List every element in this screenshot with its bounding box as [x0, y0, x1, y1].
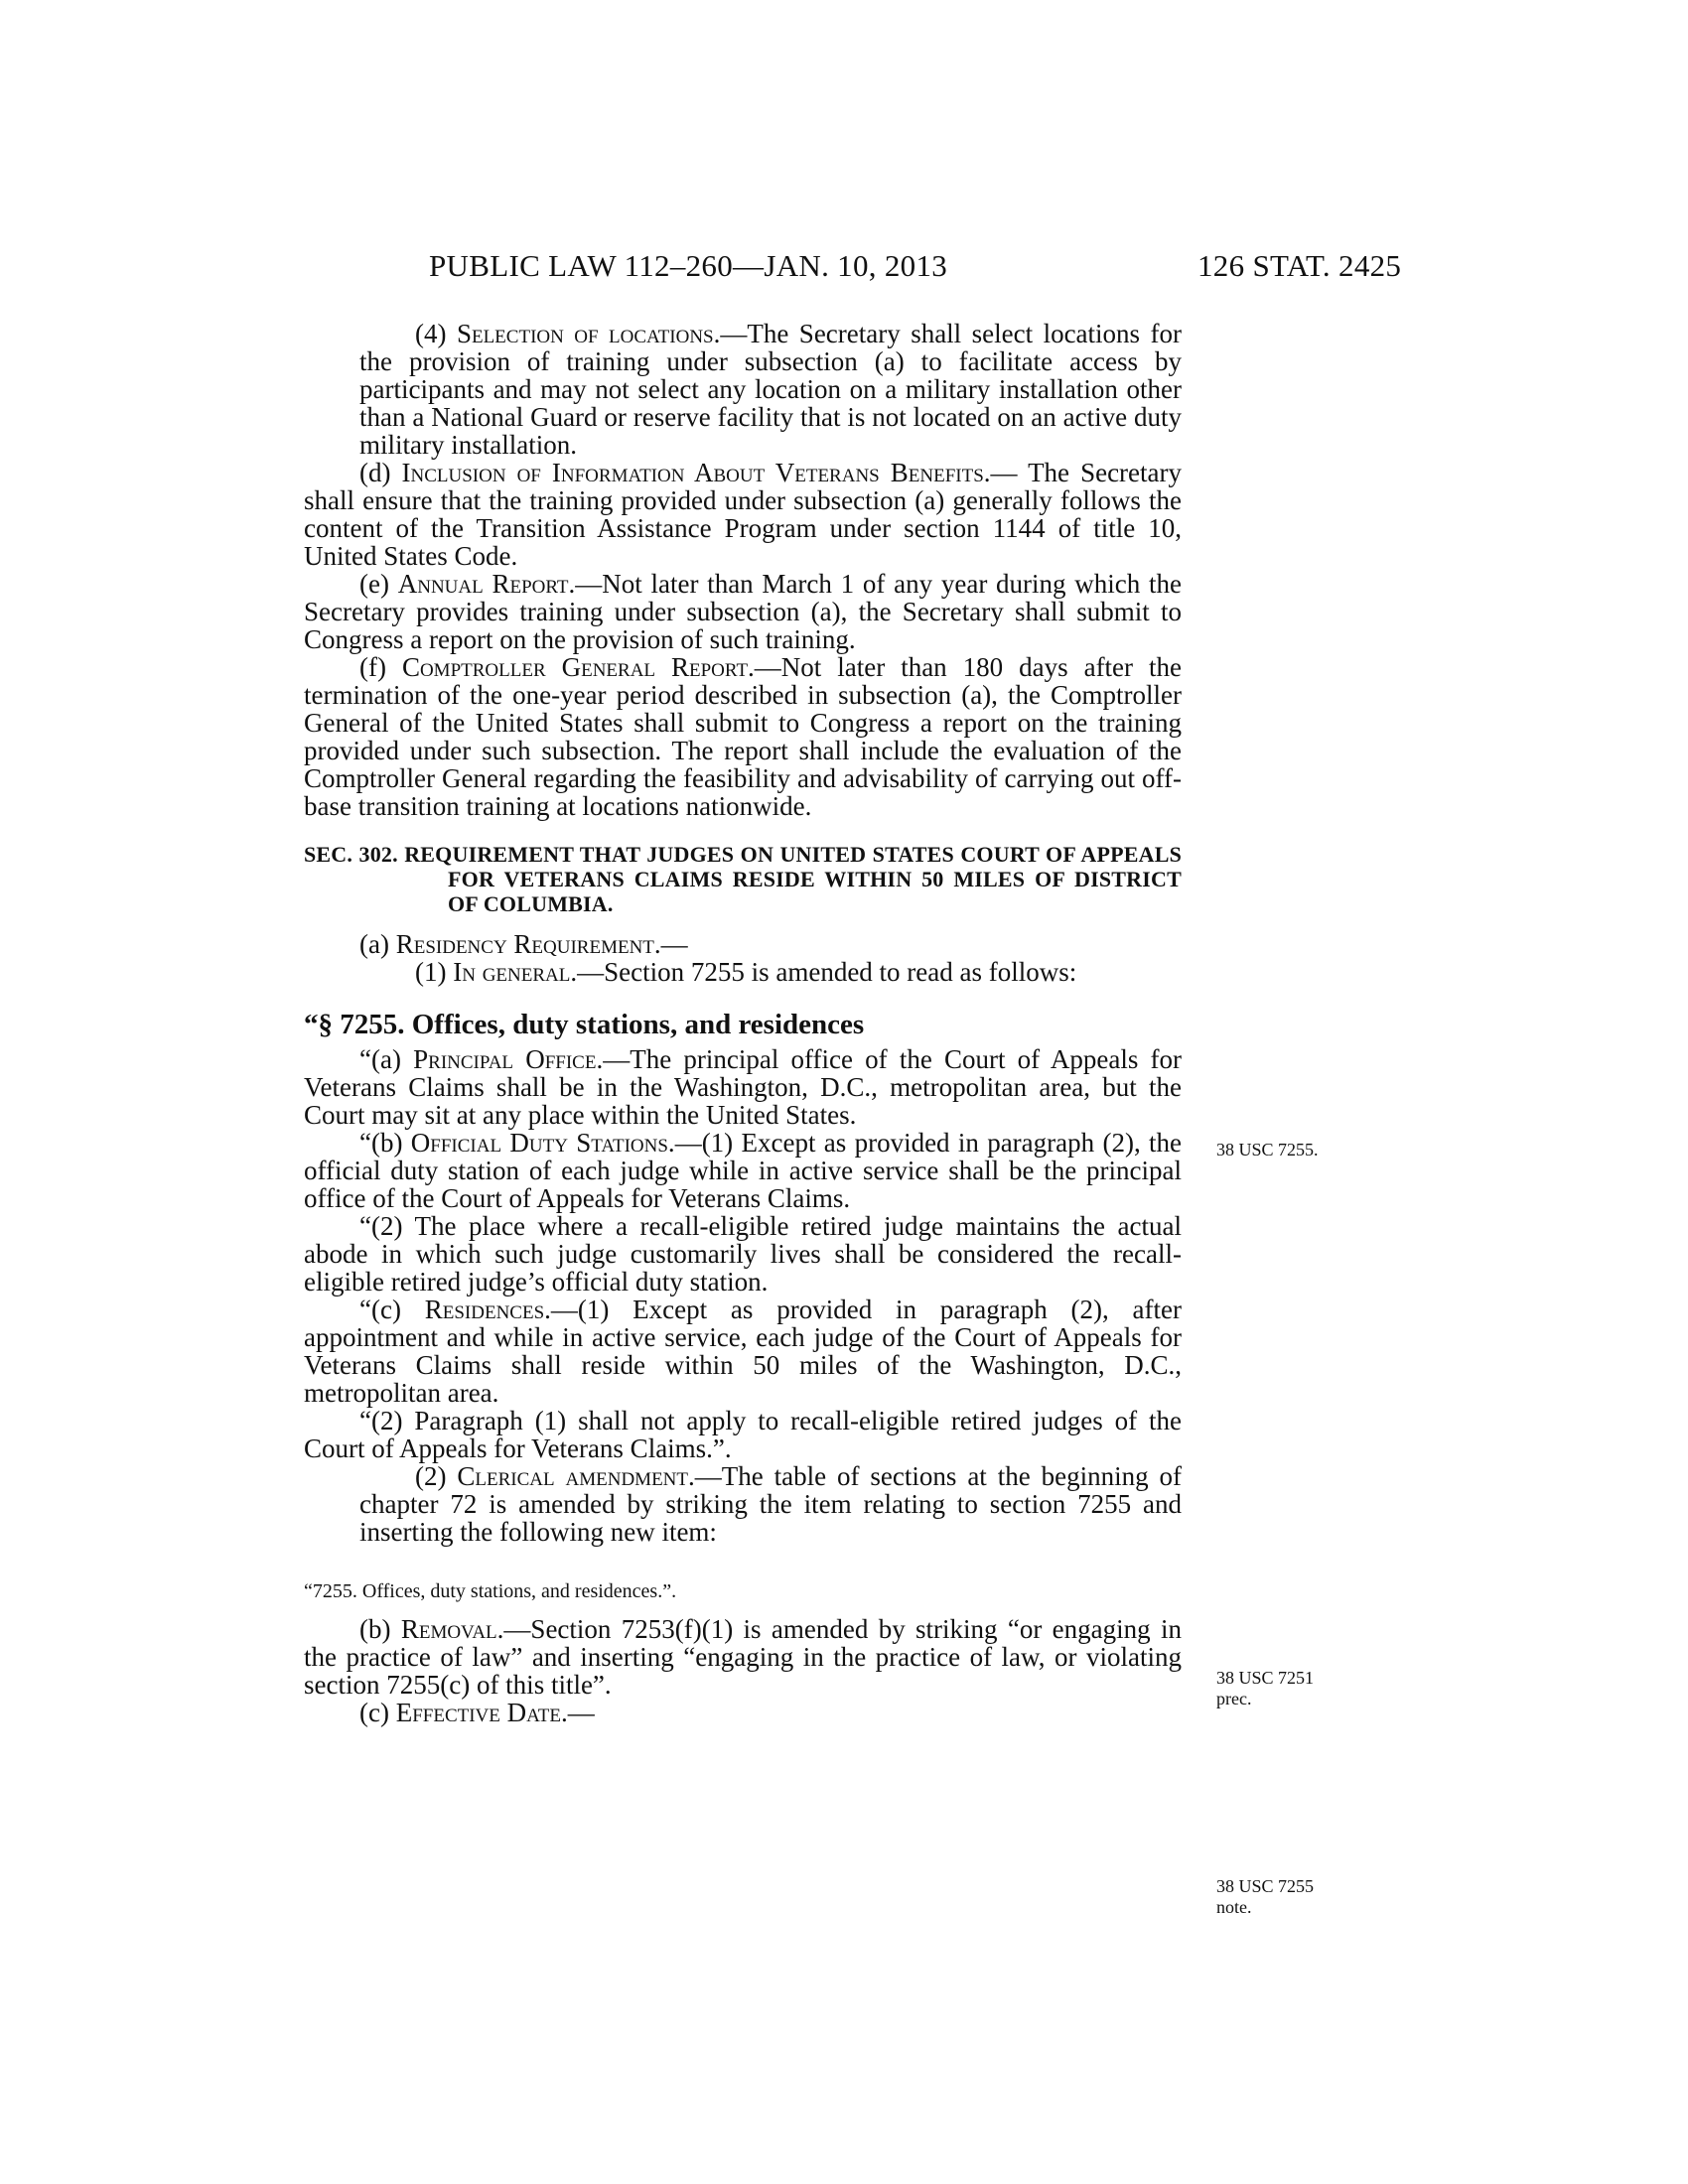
section-302-subsection-c-effective-date: (c) Effective Date.— — [359, 1698, 595, 1727]
subsection-heading: Residences. — [424, 1295, 551, 1324]
subsection-heading: Annual Report. — [397, 569, 576, 599]
section-302-subsection-b-removal: (b) Removal.—Section 7253(f)(1) is amended by striking “or engaging in the practice of law” and inserting “engaging in the practice of law, or violating section 7255(c) of this title”. — [304, 1614, 1182, 1700]
subsection-heading: Removal. — [400, 1614, 504, 1644]
quoted-subsection-c1-residences: “(c) Residences.—(1) Except as provided in paragraph (2), after appointment and while in active service, each judge of the Court of Appeals for Veterans Claims shall reside within 50 miles of the Washington, D.C., metropolitan area. — [304, 1295, 1182, 1408]
margin-note-38-usc-7251-prec: 38 USC 7251 prec. — [1216, 1668, 1315, 1708]
paragraph-c4-selection-of-locations: (4) Selection of locations.—The Secretary shall select locations for the provision of training under subsection (a) to facilitate access by participants and may not select any location on a military installation other than a National Guard or reserve facility that is not located on an active duty military installation. — [359, 319, 1182, 460]
quoted-paragraph-c2: “(2) Paragraph (1) shall not apply to recall-eligible retired judges of the Court of Appeals for Veterans Claims.”. — [304, 1406, 1182, 1463]
subsection-heading: Comptroller General Report. — [401, 652, 755, 682]
document-body — [304, 320, 1182, 1726]
subsection-heading: Principal Office. — [413, 1044, 604, 1074]
paragraph-heading: In general. — [453, 957, 578, 987]
section-302-subsection-a: (a) Residency Requirement.— — [359, 929, 688, 959]
subsection-e-annual-report: (e) Annual Report.—Not later than March 1 of any year during which the Secretary provides training under subsection (a), the Secretary shall submit to Congress a report on the provision of such training. — [304, 569, 1183, 654]
subsection-heading: Effective Date. — [395, 1698, 568, 1727]
statute-page-number: 126 STAT. 2425 — [1197, 248, 1402, 283]
section-302-paragraph-a2-clerical-amendment: (2) Clerical amendment.—The table of sections at the beginning of chapter 72 is amended by striking the item relating to section 7255 and inserting the following new item: — [359, 1461, 1182, 1547]
subsection-heading: Residency Requirement. — [395, 929, 661, 959]
quoted-subsection-a-principal-office: “(a) Principal Office.—The principal office of the Court of Appeals for Veterans Claims shall be in the Washington, D.C., metropolitan area, but the Court may sit at any place within the United States. — [304, 1044, 1182, 1130]
section-7255-heading: “§ 7255. Offices, duty stations, and residences — [304, 1009, 865, 1040]
margin-note-38-usc-7255: 38 USC 7255. — [1216, 1140, 1319, 1160]
quoted-subsection-b1-official-duty-stations: “(b) Official Duty Stations.—(1) Except as provided in paragraph (2), the official duty station of each judge while in active service shall be the principal office of the Court of Appeals for Veterans Claims. — [304, 1128, 1182, 1213]
section-302-heading: SEC. 302. REQUIREMENT THAT JUDGES ON UNITED STATES COURT OF APPEALS FOR VETERANS CLAIMS RESIDE WITHIN 50 MILES OF DISTRICT OF COLUMBIA. — [304, 842, 1182, 916]
subsection-d-veterans-benefits: (d) Inclusion of Information About Veterans Benefits.— The Secretary shall ensure that the training provided under subsection (a) generally follows the content of the Transition Assistance Program under section 1144 of title 10, United States Code. — [304, 458, 1182, 571]
running-header-title: PUBLIC LAW 112–260—JAN. 10, 2013 — [429, 248, 948, 283]
subsection-heading: Inclusion of Information About Veterans Benefits. — [401, 458, 991, 487]
margin-note-38-usc-7255-note: 38 USC 7255 note. — [1216, 1876, 1315, 1917]
paragraph-heading: Clerical amendment. — [457, 1461, 695, 1491]
table-of-sections-item: “7255. Offices, duty stations, and residences.”. — [304, 1580, 677, 1602]
quoted-paragraph-b2: “(2) The place where a recall-eligible retired judge maintains the actual abode in which such judge customarily lives shall be considered the recall-eligible retired judge’s official duty station. — [304, 1211, 1182, 1297]
paragraph-heading: Selection of locations. — [456, 319, 721, 348]
subsection-heading: Official Duty Stations. — [410, 1128, 675, 1158]
subsection-f-comptroller-general-report: (f) Comptroller General Report.—Not later than 180 days after the termination of the one-year period described in subsection (a), the Comptroller General of the United States shall submit to Congress a report on the training provided under such subsection. The report shall include the evaluation of the Comptroller General regarding the feasibility and advisability of carrying out off-base transition training at locations nationwide. — [304, 652, 1182, 821]
section-302-paragraph-a1: (1) In general.—Section 7255 is amended to read as follows: — [415, 957, 1077, 987]
